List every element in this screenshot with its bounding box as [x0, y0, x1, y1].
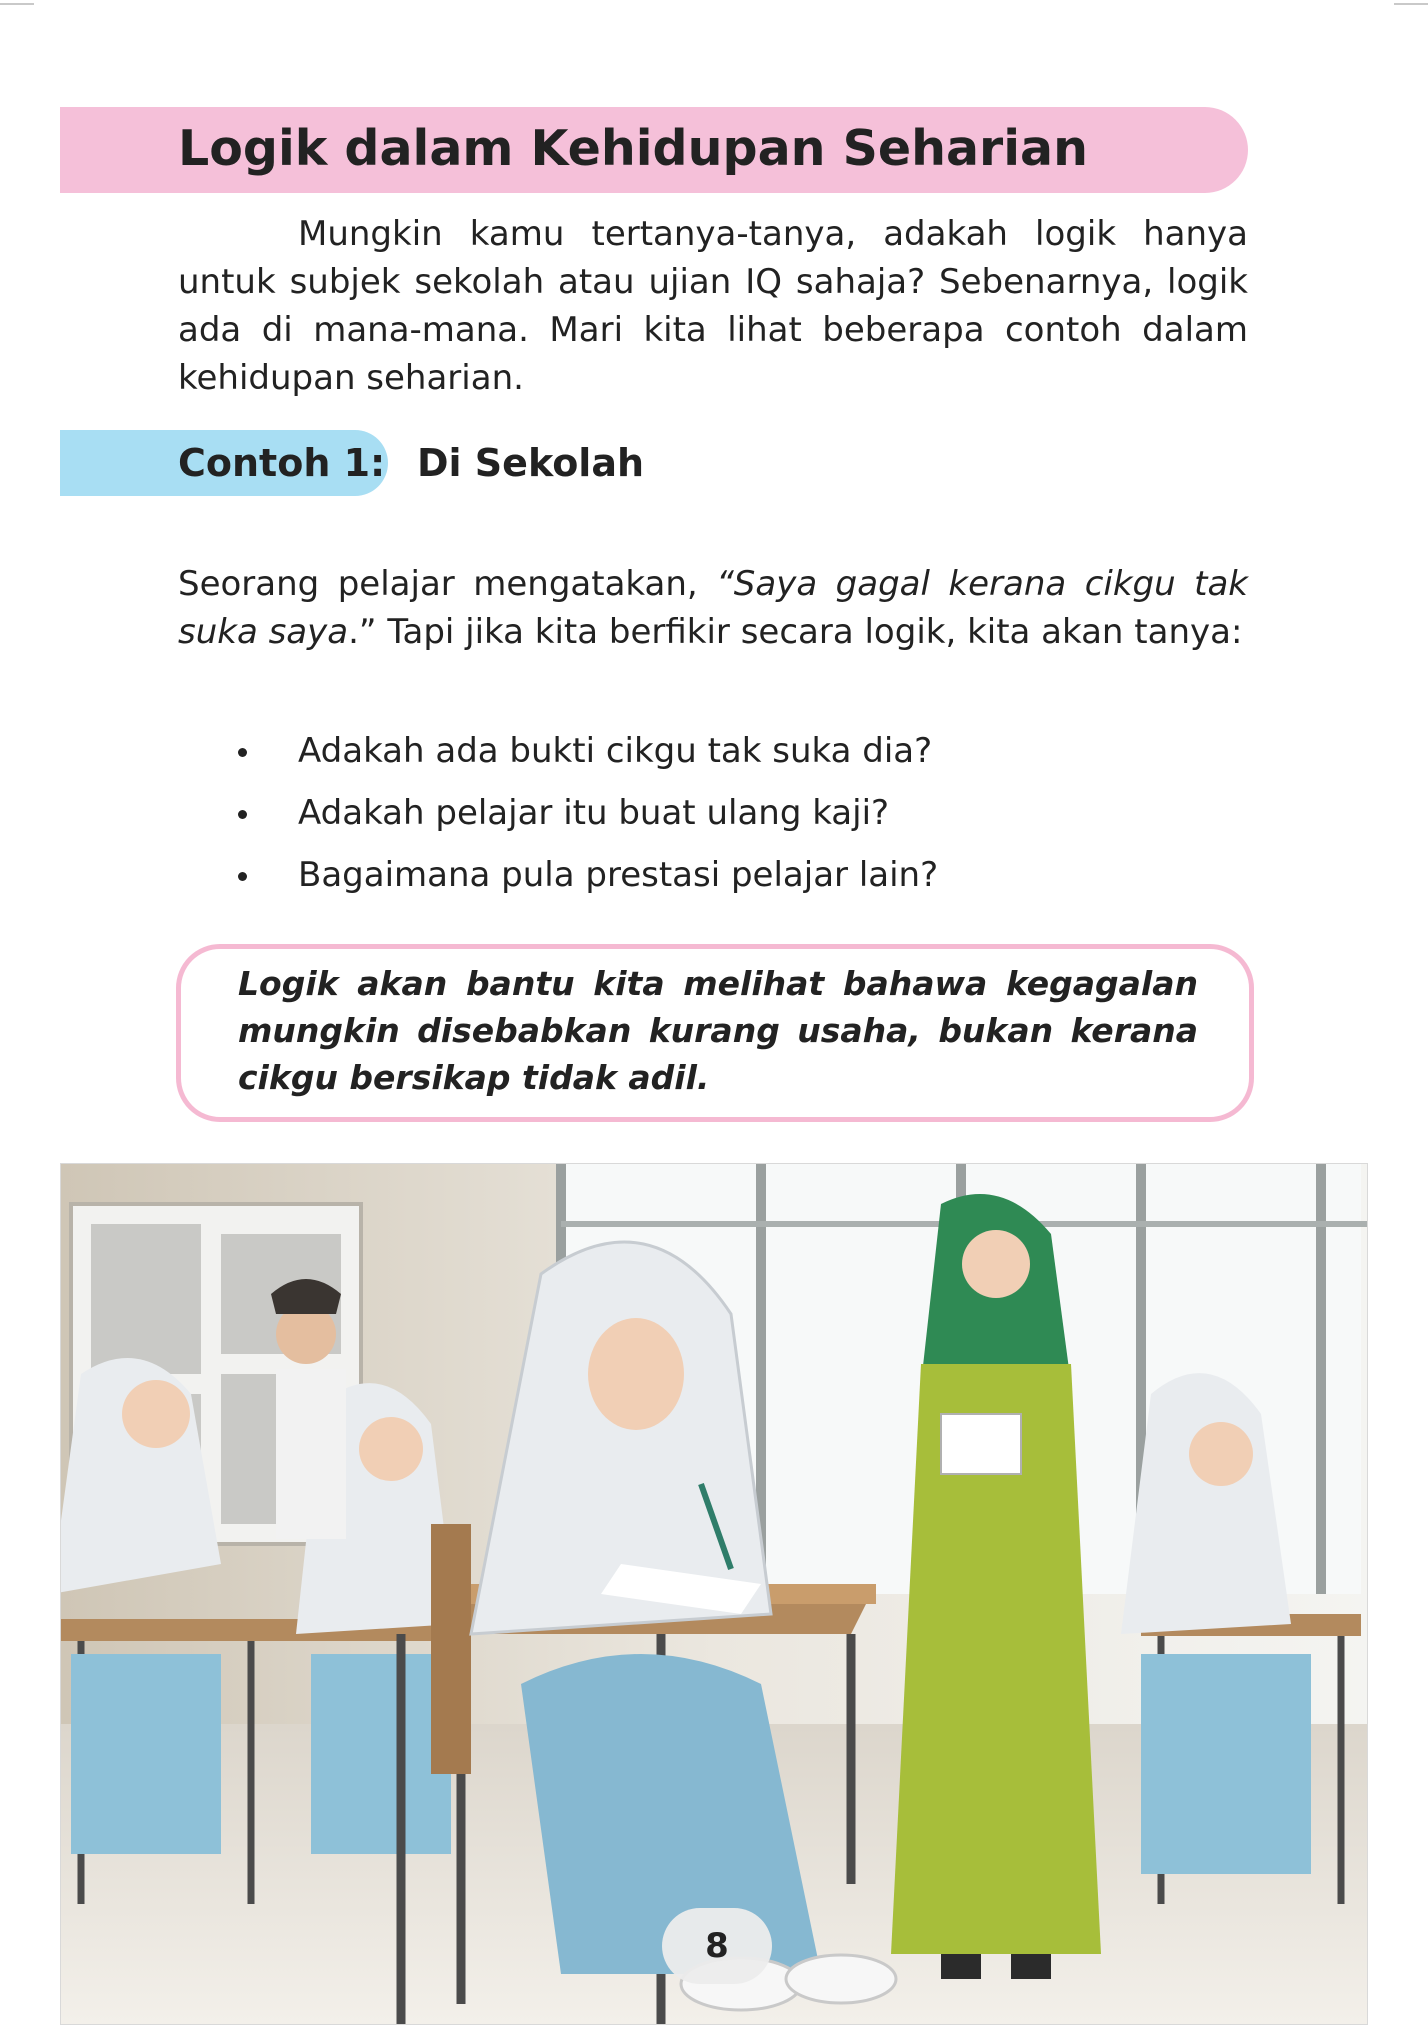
note-text: Logik akan bantu kita melihat bahawa kegagalan mungkin disebabkan kurang usaha, bukan kerana cikgu bersikap tidak adil.	[238, 964, 1198, 1097]
student-quote: “Saya gagal kerana cikgu tak suka saya	[178, 564, 1248, 652]
list-item	[178, 844, 1238, 906]
list-item-text: Bagaimana pula prestasi pelajar lain?	[298, 855, 939, 895]
list-item	[178, 782, 1238, 844]
bullet-icon	[238, 810, 247, 819]
list-item	[178, 720, 1238, 782]
paragraph-end: .” Tapi jika kita berfikir secara logik, kita akan tanya:	[348, 612, 1243, 652]
bullet-icon	[238, 748, 247, 757]
classroom-illustration	[60, 1163, 1368, 2025]
list-item-text: Adakah ada bukti cikgu tak suka dia?	[298, 731, 933, 771]
example-title: Di Sekolah	[417, 441, 645, 485]
bullet-icon	[238, 872, 247, 881]
page-number: 8	[705, 1926, 729, 1966]
crop-mark-left	[0, 3, 34, 5]
question-list	[178, 720, 1238, 906]
paragraph-start: Seorang pelajar mengatakan,	[178, 564, 717, 604]
intro-paragraph: Mungkin kamu tertanya-tanya, adakah logik hanya untuk subjek sekolah atau ujian IQ sahaja? Sebenarnya, logik ada di mana-mana. Mari kita lihat beberapa contoh dalam kehidupan seharian.	[178, 214, 1248, 398]
list-item-text: Adakah pelajar itu buat ulang kaji?	[298, 793, 890, 833]
crop-mark-right	[1394, 3, 1428, 5]
example-paragraph	[178, 560, 1248, 656]
page-title: Logik dalam Kehidupan Seharian	[178, 120, 1088, 177]
example-label: Contoh 1:	[178, 441, 386, 485]
